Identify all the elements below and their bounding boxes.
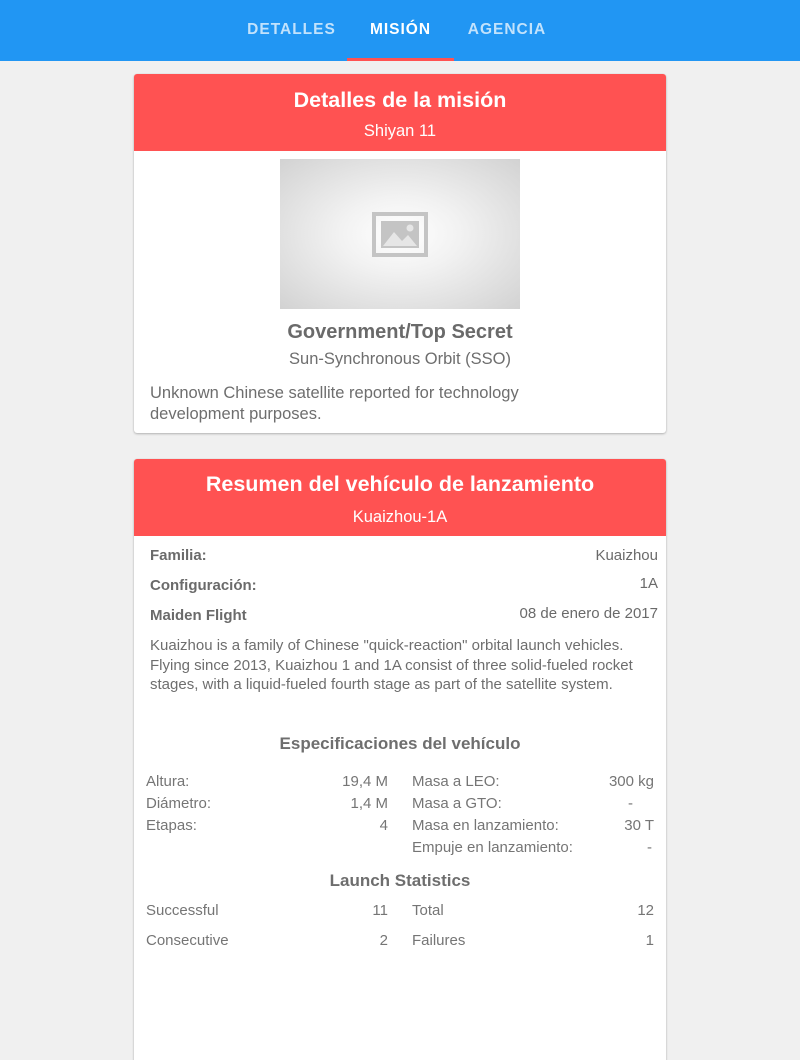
spec-diameter-label: Diámetro: <box>146 795 212 812</box>
mission-description: Unknown Chinese satellite reported for technology development purposes. <box>150 384 519 423</box>
family-value: Kuaizhou <box>595 547 658 564</box>
spec-gto-mass-value: - <box>628 795 633 812</box>
mission-details-card <box>134 74 666 433</box>
launch-stats-title: Launch Statistics <box>329 871 471 890</box>
spec-height-label: Altura: <box>146 773 190 790</box>
spec-diameter-value: 1,4 M <box>350 795 388 812</box>
stat-successful-label: Successful <box>146 902 219 919</box>
mission-image <box>280 159 520 309</box>
mission-type: Government/Top Secret <box>287 321 513 343</box>
spec-leo-mass-label: Masa a LEO: <box>412 773 500 790</box>
stat-total-label: Total <box>412 902 444 919</box>
family-label: Familia: <box>150 547 207 564</box>
vehicle-specs-title: Especificaciones del vehículo <box>279 734 521 753</box>
maiden-flight-value: 08 de enero de 2017 <box>519 605 658 622</box>
spec-gto-mass-label: Masa a GTO: <box>412 795 502 812</box>
mission-orbit: Sun-Synchronous Orbit (SSO) <box>289 350 511 368</box>
tab-bar <box>0 0 800 61</box>
mission-name: Shiyan 11 <box>363 122 437 140</box>
stat-failures-label: Failures <box>412 932 466 949</box>
stat-total-value: 12 <box>637 902 654 919</box>
vehicle-card-title: Resumen del vehículo de lanzamiento <box>205 472 595 496</box>
stat-failures-value: 1 <box>645 932 654 949</box>
active-tab-indicator <box>347 58 454 61</box>
maiden-flight-label: Maiden Flight <box>150 607 247 624</box>
stat-successful-value: 11 <box>372 902 388 919</box>
spec-thrust-value: - <box>647 839 652 856</box>
mission-card-header <box>134 74 666 151</box>
spec-thrust-label: Empuje en lanzamiento: <box>412 839 573 856</box>
spec-leo-mass-value: 300 kg <box>608 773 654 790</box>
configuration-value: 1A <box>639 575 658 592</box>
vehicle-name: Kuaizhou-1A <box>352 508 448 526</box>
tab-agencia[interactable]: AGENCIA <box>467 21 547 38</box>
spec-stages-value: 4 <box>379 817 388 834</box>
spec-height-value: 19,4 M <box>342 773 388 790</box>
stat-consecutive-label: Consecutive <box>146 932 229 949</box>
spec-launch-mass-value: 30 T <box>624 817 654 834</box>
spec-stages-label: Etapas: <box>146 817 197 834</box>
mission-card-title: Detalles de la misión <box>293 88 507 112</box>
stat-consecutive-value: 2 <box>379 932 388 949</box>
tab-mision[interactable]: MISIÓN <box>369 21 432 38</box>
vehicle-description: Kuaizhou is a family of Chinese "quick-reaction" orbital launch vehicles. Flying since 2013, Kuaizhou 1 and 1A consist of three solid-fueled rocket stages, with a liquid-fueled fourth stage as part of the satellite system. <box>150 637 633 693</box>
image-placeholder-icon <box>372 212 428 257</box>
vehicle-card-header <box>134 459 666 536</box>
spec-launch-mass-label: Masa en lanzamiento: <box>412 817 559 834</box>
tab-detalles[interactable]: DETALLES <box>247 21 336 38</box>
configuration-label: Configuración: <box>150 577 257 594</box>
launch-vehicle-card <box>134 459 666 1060</box>
